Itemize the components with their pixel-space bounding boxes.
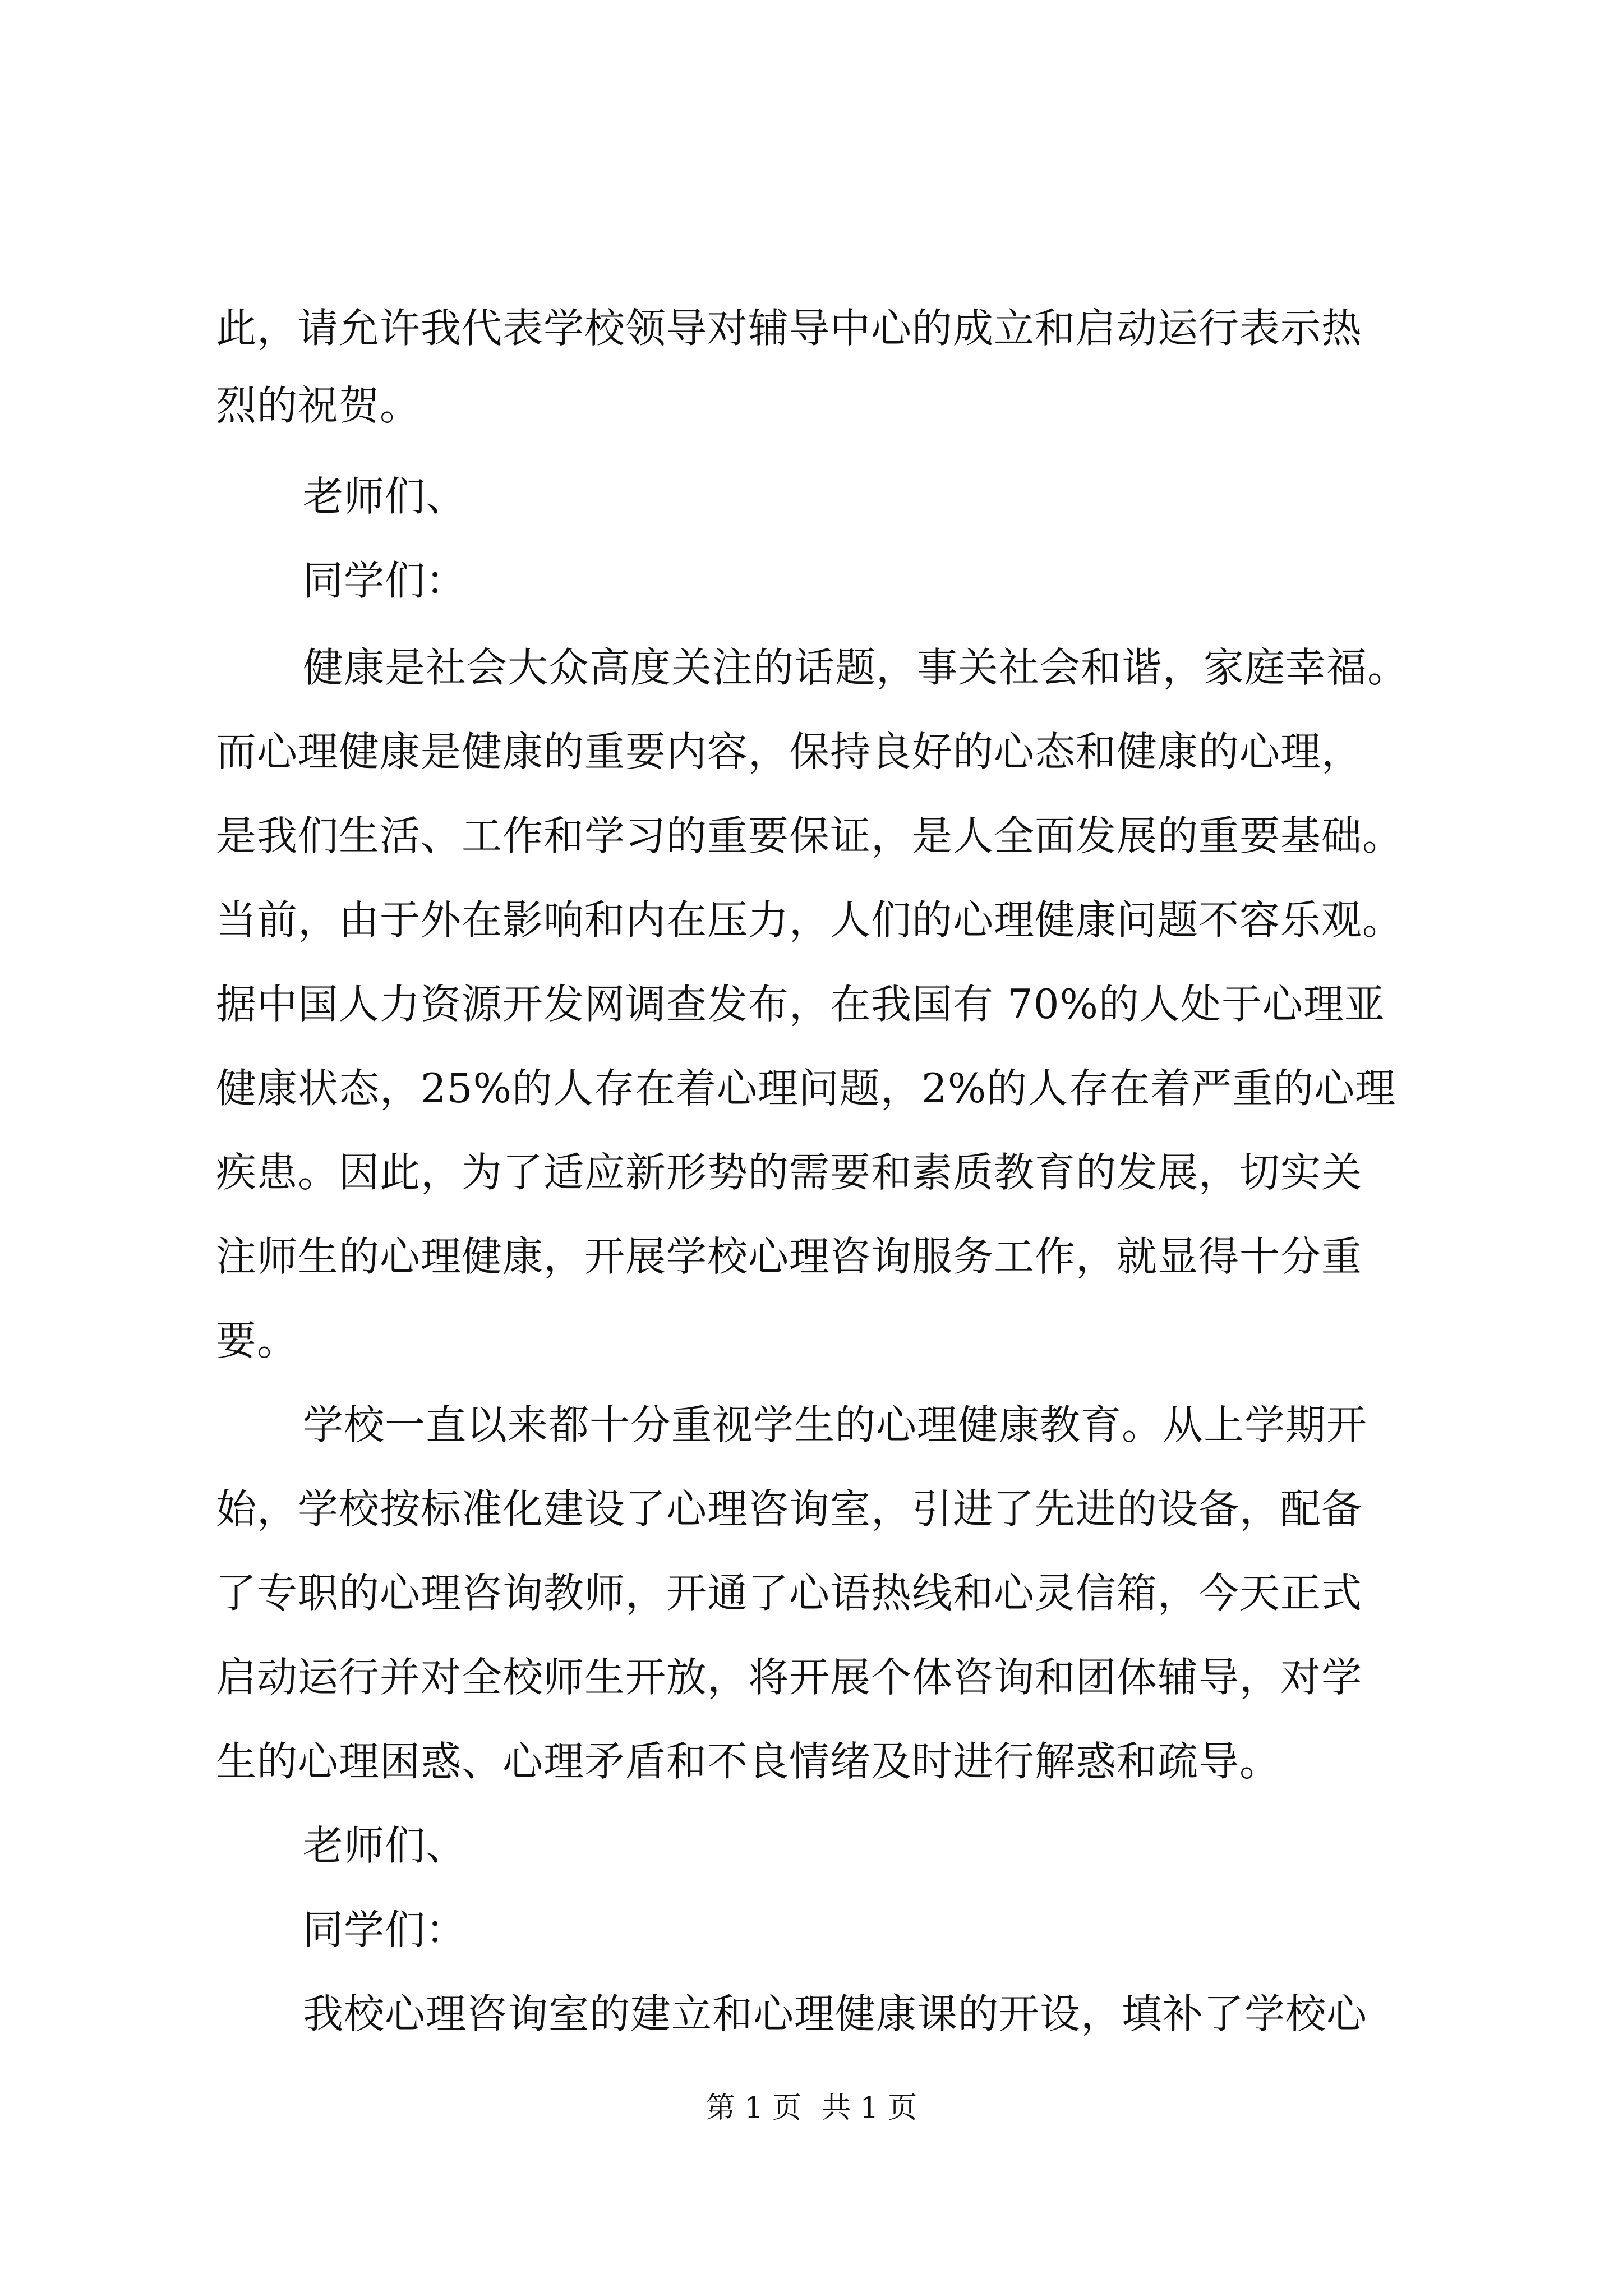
salutation-students: 同学们：: [303, 1906, 467, 1953]
text-line: 而心理健康是健康的重要内容，保持良好的心态和健康的心理，: [216, 728, 1363, 775]
text-line: 当前，由于外在影响和内在压力，人们的心理健康问题不容乐观。: [216, 896, 1404, 944]
text-line: 烈的祝贺。: [216, 382, 421, 429]
text-line: 疾患。因此，为了适应新形势的需要和素质教育的发展，切实关: [216, 1149, 1363, 1196]
page-total: 共 1 页: [822, 2091, 917, 2125]
paragraph-start: 健康是社会大众高度关注的话题，事关社会和谐，家庭幸福。: [303, 644, 1409, 691]
text-line: 了专职的心理咨询教师，开通了心语热线和心灵信箱，今天正式: [216, 1570, 1363, 1617]
page-number: 第 1 页: [706, 2091, 801, 2125]
salutation-students: 同学们：: [303, 557, 467, 604]
text-line: 启动运行并对全校师生开放，将开展个体咨询和团体辅导，对学: [216, 1654, 1363, 1701]
text-line: 据中国人力资源开发网调查发布，在我国有 70%的人处于心理亚: [216, 981, 1385, 1028]
text-line: 要。: [216, 1317, 298, 1364]
salutation-teachers: 老师们、: [303, 1822, 467, 1869]
page-footer: [0, 2086, 1623, 2131]
text-line: 注师生的心理健康，开展学校心理咨询服务工作，就显得十分重: [216, 1233, 1363, 1280]
text-line: 此，请允许我代表学校领导对辅导中心的成立和启动运行表示热: [216, 305, 1363, 352]
text-line: 始，学校按标准化建设了心理咨询室，引进了先进的设备，配备: [216, 1485, 1363, 1533]
paragraph-start: 学校一直以来都十分重视学生的心理健康教育。从上学期开: [303, 1401, 1368, 1448]
paragraph-start: 我校心理咨询室的建立和心理健康课的开设，填补了学校心: [303, 1990, 1368, 2037]
text-line: 健康状态，25%的人存在着心理问题，2%的人存在着严重的心理: [216, 1065, 1396, 1112]
text-line: 生的心理困惑、心理矛盾和不良情绪及时进行解惑和疏导。: [216, 1738, 1281, 1785]
salutation-teachers: 老师们、: [303, 473, 467, 520]
text-line: 是我们生活、工作和学习的重要保证，是人全面发展的重要基础。: [216, 812, 1404, 859]
